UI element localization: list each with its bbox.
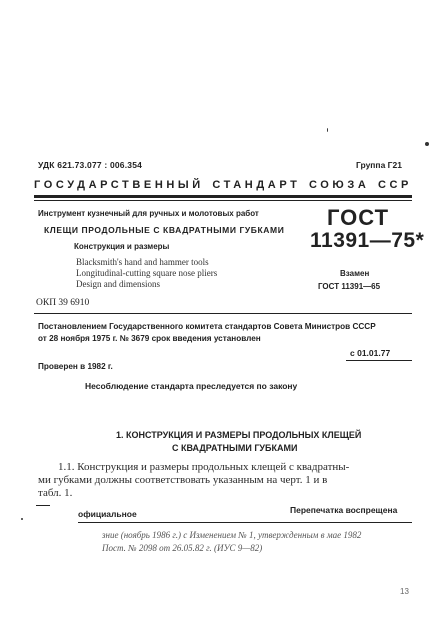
udk-code: УДК 621.73.077 : 006.354 <box>38 160 143 170</box>
title-line-2: КЛЕЩИ ПРОДОЛЬНЫЕ С КВАДРАТНЫМИ ГУБКАМИ <box>44 225 285 235</box>
gost-label: ГОСТ <box>327 205 390 230</box>
group-code: Группа Г21 <box>356 160 402 170</box>
scan-speck <box>425 142 429 146</box>
okp-code: ОКП 39 6910 <box>36 298 90 308</box>
footer-rule <box>78 522 412 523</box>
banner-rule-thick <box>34 195 412 198</box>
gost-number: 11391—75* <box>310 229 425 252</box>
state-standard-banner <box>34 179 412 191</box>
effective-date: с 01.01.77 <box>350 348 391 358</box>
scan-speck <box>327 128 328 132</box>
page-number: 13 <box>400 587 409 596</box>
title-line-1: Инструмент кузнечный для ручных и молотовых работ <box>38 209 259 218</box>
reprint-prohibited: Перепечатка воспрещена <box>290 505 398 515</box>
english-title-2: Longitudinal-cutting square nose pliers <box>76 268 218 278</box>
edition-note-line-1: зние (ноябрь 1986 г.) с Изменением № 1, утвержденным в мае 1982 <box>102 530 362 540</box>
banner-word: ССР <box>377 179 412 191</box>
banner-word: СОЮЗА <box>308 179 370 191</box>
replaces-value: ГОСТ 11391—65 <box>318 282 381 291</box>
banner-word: СТАНДАРТ <box>212 179 301 191</box>
section-title-line-2: С КВАДРАТНЫМИ ГУБКАМИ <box>172 443 298 453</box>
section-title-line-1: 1. КОНСТРУКЦИЯ И РАЗМЕРЫ ПРОДОЛЬНЫХ КЛЕЩЕЙ <box>116 430 362 440</box>
date-underline <box>346 360 412 361</box>
official-label: официальное <box>78 509 137 519</box>
title-line-3: Конструкция и размеры <box>74 242 170 251</box>
decree-line-1: Постановлением Государственного комитета стандартов Совета Министров СССР <box>38 322 376 331</box>
law-notice: Несоблюдение стандарта преследуется по закону <box>85 381 298 391</box>
english-title-3: Design and dimensions <box>76 279 160 289</box>
replaces-label: Взамен <box>340 269 370 278</box>
banner-rule-thin <box>34 200 412 201</box>
english-title-1: Blacksmith's hand and hammer tools <box>76 257 209 267</box>
paragraph-line-1: 1.1. Конструкция и размеры продольных клещей с квадратны- <box>58 461 350 473</box>
paragraph-line-2: ми губками должны соответствовать указанным на черт. 1 и в <box>38 474 328 486</box>
footer-rule-left <box>36 505 50 506</box>
banner-word: ГОСУДАРСТВЕННЫЙ <box>34 179 204 191</box>
paragraph-line-3: табл. 1. <box>38 487 73 499</box>
checked-note: Проверен в 1982 г. <box>38 362 113 371</box>
edition-note-line-2: Пост. № 2098 от 26.05.82 г. (ИУС 9—82) <box>102 543 263 553</box>
title-divider <box>34 313 412 314</box>
decree-line-2: от 28 ноября 1975 г. № 3679 срок введения установлен <box>38 334 261 343</box>
scan-speck <box>21 518 23 520</box>
